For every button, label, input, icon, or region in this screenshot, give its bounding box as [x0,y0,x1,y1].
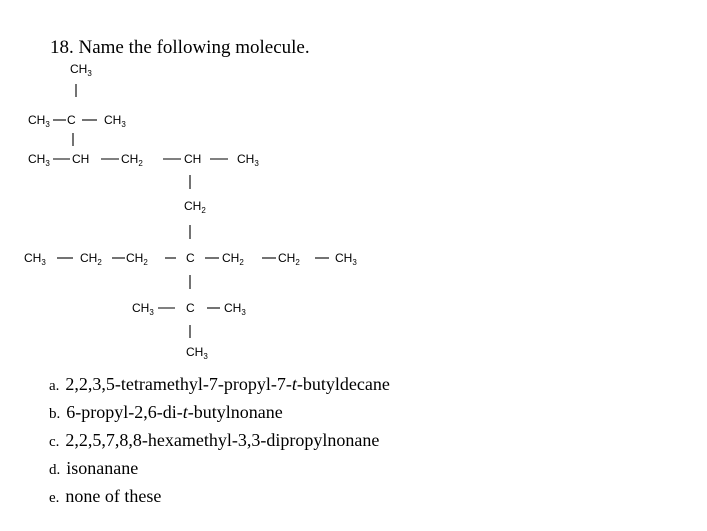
atom-row2-ch2-a: $CH_2$ [80,251,102,267]
atom-tbu1-left-methyl: $CH_3$ [28,113,50,129]
option-letter: b. [49,406,61,422]
option-letter: c. [49,434,60,450]
atom-row2-ch2-b: $CH_2$ [126,251,148,267]
option-e[interactable] [49,482,390,510]
atom-row2-ch3: $CH_3$ [24,251,46,267]
atom-row2-ch3-right: $CH_3$ [335,251,357,267]
answer-options [49,370,390,510]
option-text: none of these [65,486,162,506]
atom-row1-ch: CH [72,152,90,166]
option-b[interactable] [49,398,390,426]
atom-tbu2-left-methyl: $CH_3$ [132,301,154,317]
atom-tbu1-quat-carbon: C [67,113,76,127]
atom-row1-ch3: $CH_3$ [28,152,50,168]
option-text: 2,2,5,7,8,8-hexamethyl-3,3-dipropylnonane [65,430,380,450]
option-letter: a. [49,378,60,394]
option-letter: d. [49,462,61,478]
atom-tbu2-quat-carbon: C [186,301,195,315]
atom-row1-ch2: $CH_2$ [121,152,143,168]
option-text: 6-propyl-2,6-di-t-butylnonane [66,402,283,422]
option-text: 2,2,3,5-tetramethyl-7-propyl-7-t-butyldecane [65,374,390,394]
atom-tbu2-right-methyl: $CH_3$ [224,301,246,317]
question-text: 18. Name the following molecule. [50,37,310,58]
atom-row2-ch2-d: $CH_2$ [278,251,300,267]
atom-row1-ch3-right: $CH_3$ [237,152,259,168]
atom-methyl-top: $CH_3$ [70,62,92,78]
option-text: isonanane [66,458,139,478]
atom-row2-ch2-c: $CH_2$ [222,251,244,267]
atom-row2-c: C [186,251,195,265]
option-letter: e. [49,490,60,506]
atom-row1-ch-right: CH [184,152,202,166]
option-c[interactable] [49,426,390,454]
atom-methyl-bottom: $CH_3$ [186,345,208,361]
option-d[interactable] [49,454,390,482]
option-a[interactable] [49,370,390,398]
atom-bridge-ch2: $CH_2$ [184,199,206,215]
atom-tbu1-right-methyl: $CH_3$ [104,113,126,129]
